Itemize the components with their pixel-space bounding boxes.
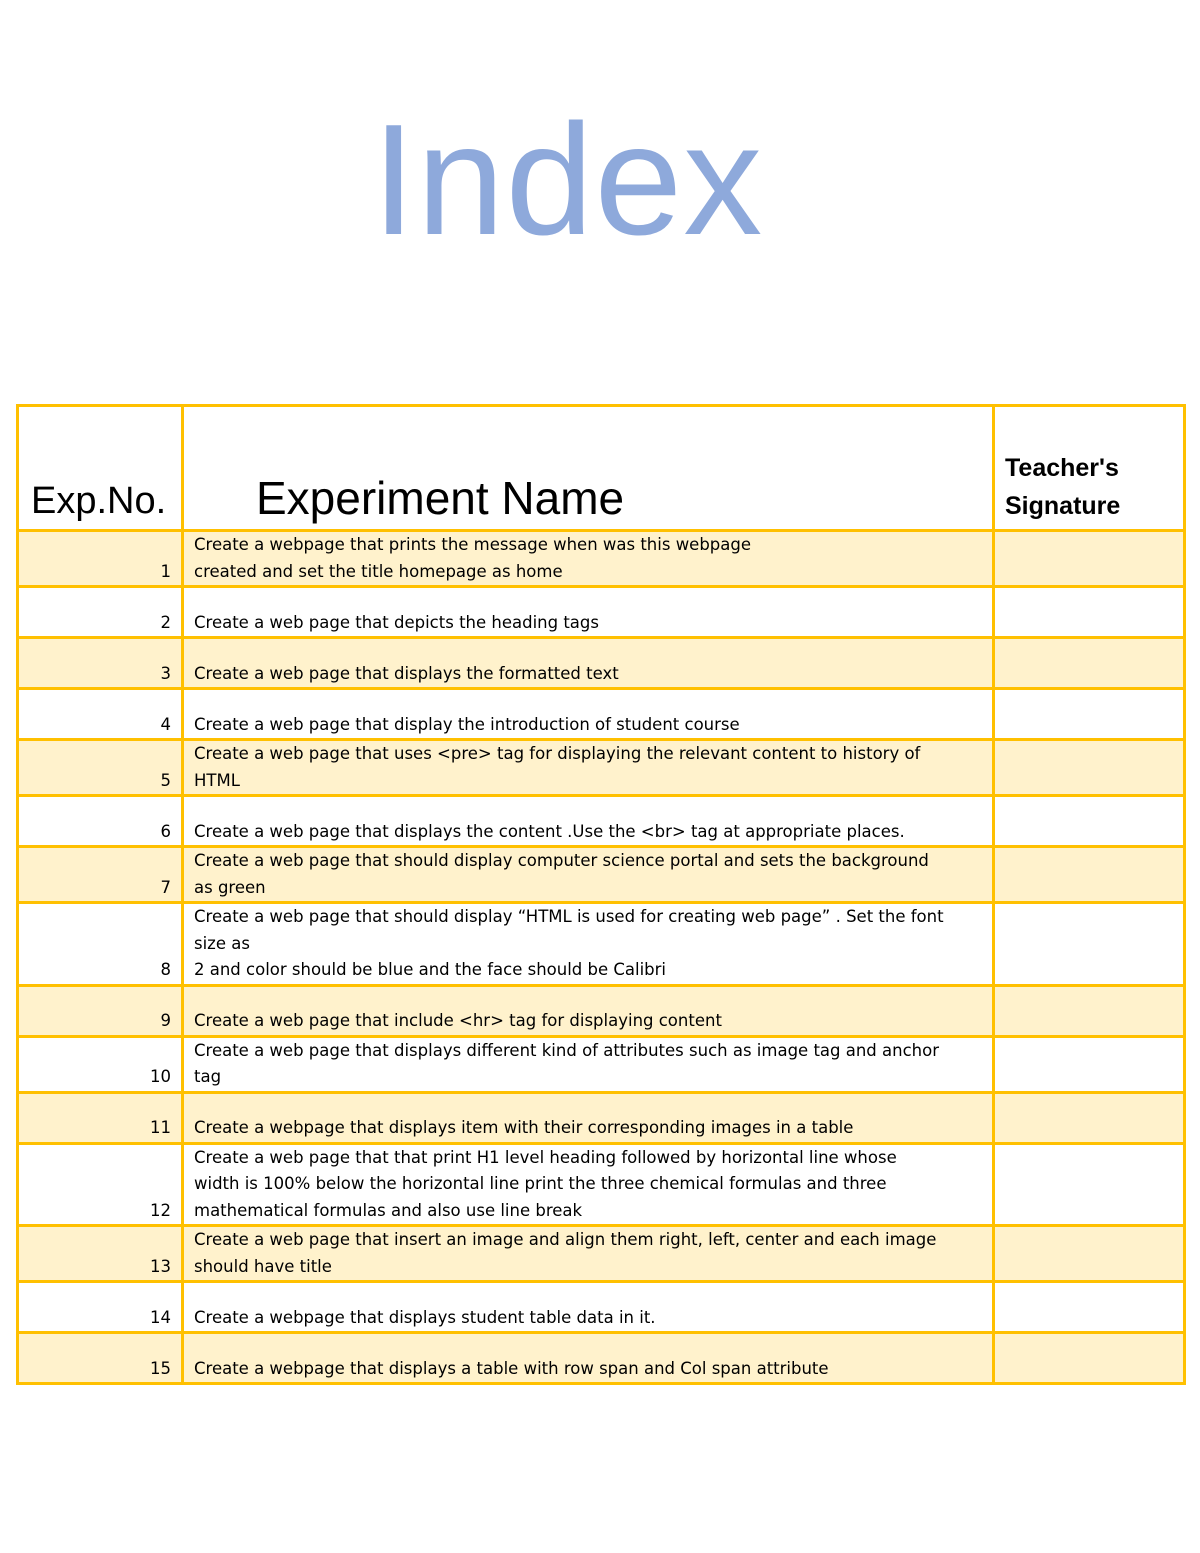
column-header-experiment-name: Experiment Name bbox=[183, 406, 994, 531]
signature-cell bbox=[994, 689, 1185, 740]
signature-cell bbox=[994, 531, 1185, 587]
exp-number-cell: 8 bbox=[18, 903, 183, 986]
signature-cell bbox=[994, 1143, 1185, 1226]
page-title: Index bbox=[371, 92, 764, 268]
exp-number-cell: 12 bbox=[18, 1143, 183, 1226]
experiment-name-cell: Create a web page that display the introduction of student course bbox=[183, 689, 994, 740]
exp-number-cell: 1 bbox=[18, 531, 183, 587]
exp-number-cell: 9 bbox=[18, 985, 183, 1036]
table-row bbox=[18, 985, 1185, 1036]
experiment-name-cell: Create a web page that displays the formatted text bbox=[183, 638, 994, 689]
signature-cell bbox=[994, 1226, 1185, 1282]
table-row bbox=[18, 587, 1185, 638]
exp-number-cell: 3 bbox=[18, 638, 183, 689]
table-row bbox=[18, 1282, 1185, 1333]
exp-number-cell: 11 bbox=[18, 1092, 183, 1143]
experiment-name-cell: Create a webpage that displays item with their corresponding images in a table bbox=[183, 1092, 994, 1143]
exp-number-cell: 13 bbox=[18, 1226, 183, 1282]
signature-cell bbox=[994, 1282, 1185, 1333]
experiment-name-cell: Create a webpage that displays a table with row span and Col span attribute bbox=[183, 1333, 994, 1384]
exp-number-cell: 15 bbox=[18, 1333, 183, 1384]
experiment-name-cell: Create a web page that uses <pre> tag for displaying the relevant content to history of HTML bbox=[183, 740, 994, 796]
exp-number-cell: 6 bbox=[18, 796, 183, 847]
signature-cell bbox=[994, 1333, 1185, 1384]
experiment-name-cell: Create a web page that displays the content .Use the <br> tag at appropriate places. bbox=[183, 796, 994, 847]
table-row bbox=[18, 638, 1185, 689]
experiment-name-cell: Create a webpage that displays student table data in it. bbox=[183, 1282, 994, 1333]
table-row bbox=[18, 1036, 1185, 1092]
table-row bbox=[18, 1226, 1185, 1282]
table-row bbox=[18, 1143, 1185, 1226]
table-row bbox=[18, 796, 1185, 847]
table-body bbox=[18, 531, 1185, 1384]
signature-cell bbox=[994, 847, 1185, 903]
signature-cell bbox=[994, 1036, 1185, 1092]
column-header-exp-no: Exp.No. bbox=[18, 406, 183, 531]
exp-number-cell: 2 bbox=[18, 587, 183, 638]
signature-cell bbox=[994, 638, 1185, 689]
table-row bbox=[18, 689, 1185, 740]
experiment-name-cell: Create a webpage that prints the message when was this webpage created and set the title homepage as home bbox=[183, 531, 994, 587]
experiment-name-cell: Create a web page that that print H1 level heading followed by horizontal line whose width is 100% below the horizontal line print the three chemical formulas and three mathematical formulas and also use line break bbox=[183, 1143, 994, 1226]
signature-cell bbox=[994, 587, 1185, 638]
signature-cell bbox=[994, 985, 1185, 1036]
table-row bbox=[18, 531, 1185, 587]
table-row bbox=[18, 847, 1185, 903]
experiment-name-cell: Create a web page that depicts the heading tags bbox=[183, 587, 994, 638]
index-table bbox=[16, 404, 1186, 1385]
exp-number-cell: 14 bbox=[18, 1282, 183, 1333]
signature-cell bbox=[994, 1092, 1185, 1143]
table-row bbox=[18, 1092, 1185, 1143]
exp-number-cell: 5 bbox=[18, 740, 183, 796]
exp-number-cell: 4 bbox=[18, 689, 183, 740]
table-row bbox=[18, 903, 1185, 986]
experiment-name-cell: Create a web page that displays different kind of attributes such as image tag and anchor tag bbox=[183, 1036, 994, 1092]
table-row bbox=[18, 1333, 1185, 1384]
signature-cell bbox=[994, 740, 1185, 796]
experiment-name-cell: Create a web page that insert an image and align them right, left, center and each image should have title bbox=[183, 1226, 994, 1282]
signature-cell bbox=[994, 903, 1185, 986]
experiment-name-cell: Create a web page that should display “HTML is used for creating web page” . Set the font size as 2 and color should be blue and the face should be Calibri bbox=[183, 903, 994, 986]
column-header-signature: Teacher's Signature bbox=[994, 406, 1185, 531]
table-row bbox=[18, 740, 1185, 796]
exp-number-cell: 10 bbox=[18, 1036, 183, 1092]
exp-number-cell: 7 bbox=[18, 847, 183, 903]
table-header-row bbox=[18, 406, 1185, 531]
experiment-name-cell: Create a web page that should display computer science portal and sets the background as green bbox=[183, 847, 994, 903]
signature-cell bbox=[994, 796, 1185, 847]
experiment-name-cell: Create a web page that include <hr> tag for displaying content bbox=[183, 985, 994, 1036]
